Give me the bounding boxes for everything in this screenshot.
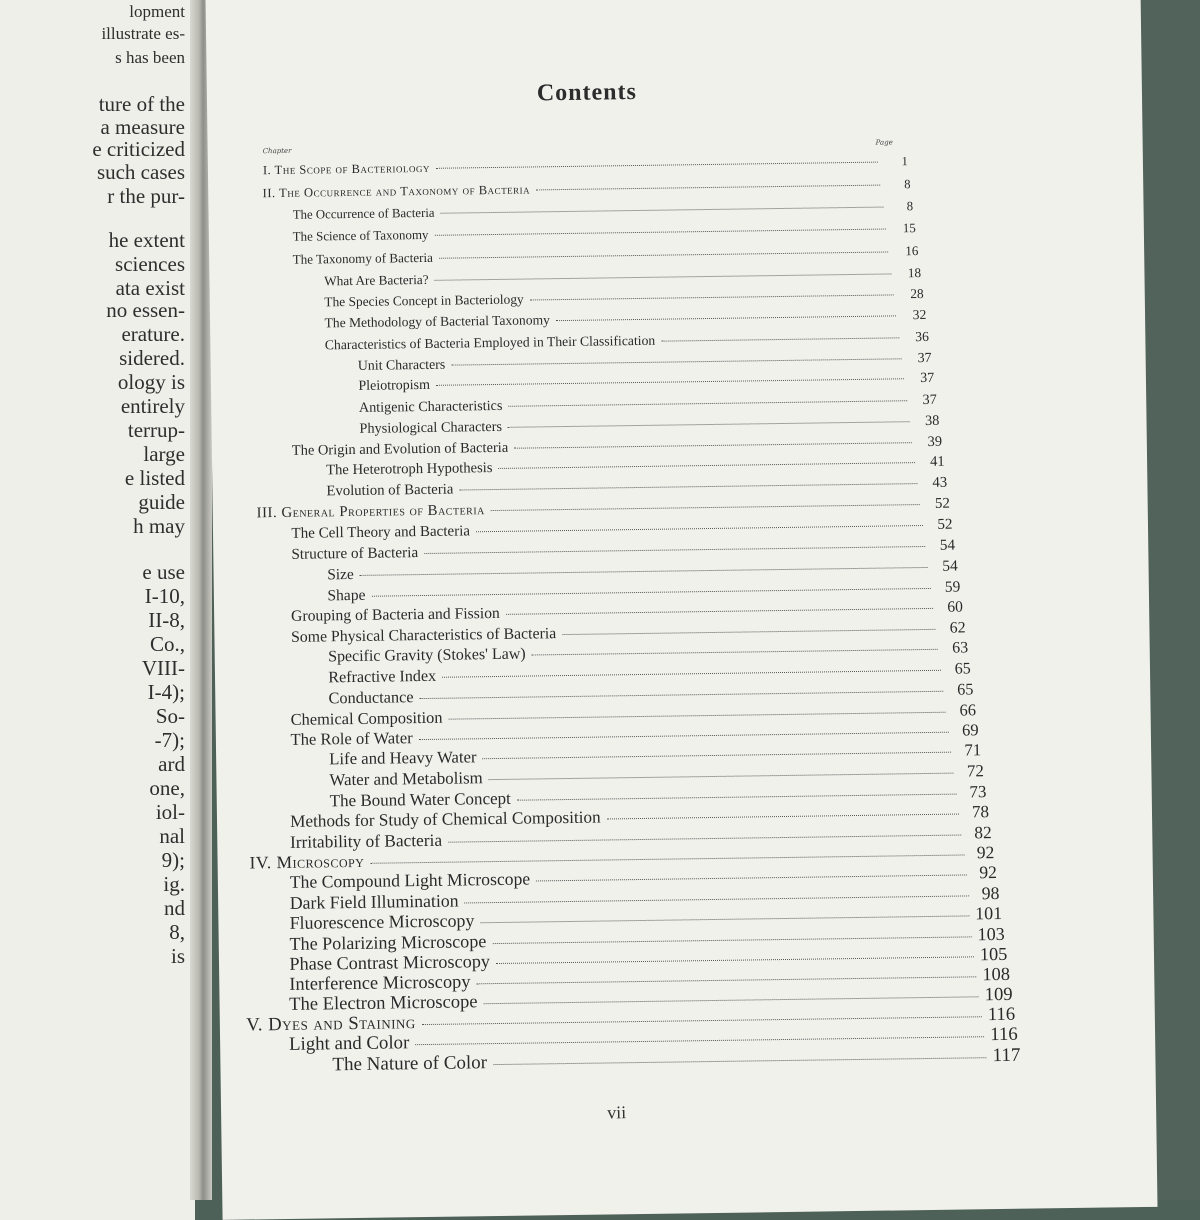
toc-entry-page: 54 [939,536,956,555]
left-page-line: 9); [161,848,185,872]
toc-entry-page: 69 [961,720,979,740]
toc-entry-title: Refractive Index [328,667,437,686]
toc-entry-title: Light and Color [288,1032,410,1055]
toc-entry-page: 59 [944,578,961,596]
dot-leader [508,421,909,428]
toc-entry-page: 37 [922,391,937,408]
dot-leader [508,400,906,407]
dot-leader [434,229,885,236]
chapter-column-header: Chapter [262,146,292,156]
toc-entry-title: Interference Microscopy [289,971,471,995]
toc-entry-page: 39 [927,433,943,450]
toc-entry-title: Grouping of Bacteria and Fission [290,605,500,625]
dot-leader [489,772,954,779]
dot-leader [435,273,891,280]
left-page-line: terrup- [127,418,185,442]
toc-entry-page: 63 [952,639,969,657]
toc-entry-title: Chemical Composition [290,707,443,729]
toc-entry-title: The Methodology of Bacterial Taxonomy [324,312,550,331]
left-page-line: large [143,442,185,466]
left-page-line: no essen- [106,298,185,322]
dot-leader [532,649,938,656]
toc-entry-title: Shape [327,586,366,604]
toc-entry-title: Life and Heavy Water [329,747,477,769]
left-page-line: iol- [155,800,185,824]
dot-leader [436,378,904,386]
left-page-line: guide [138,490,185,514]
toc-entry-page: 41 [929,454,945,471]
toc-entry-page: 32 [912,307,927,323]
left-page-line: ture of the [98,92,185,116]
toc-entry-title: Pleiotropism [358,377,431,394]
toc-entry-title: Antigenic Characteristics [358,397,503,416]
dot-leader [484,996,979,1004]
toc-entry-title: The Heterotroph Hypothesis [326,460,493,479]
left-page-line: erature. [121,322,185,346]
toc-entry-page: 18 [907,264,922,280]
toc-entry-page: 37 [920,370,935,386]
left-page-line: lopment [129,2,185,21]
toc-entry-title: What Are Bacteria? [324,271,429,288]
toc-entry-page: 52 [937,516,953,533]
left-page-line: nal [159,824,185,848]
page-title: Contents [536,78,638,107]
left-page-line: II-8, [148,608,185,632]
toc-entry [292,220,916,245]
toc-entry-title: Size [327,565,354,584]
left-page-line: s has been [115,48,185,67]
left-page-line: a measure [100,115,185,139]
toc-entry-page: 116 [990,1023,1018,1046]
dot-leader [441,207,884,214]
dot-leader [419,691,943,699]
toc-entry [263,155,908,177]
toc-entry-title: Unit Characters [357,356,446,373]
left-page-line: ology is [117,370,185,394]
toc-entry-title: The Role of Water [290,728,413,749]
dot-leader [491,504,920,511]
toc-entry-title: The Origin and Evolution of Bacteria [291,439,509,459]
toc-entry-page: 8 [904,177,911,192]
dot-leader [536,875,967,882]
left-page-line: ata exist [115,276,185,300]
dot-leader [536,185,880,191]
toc-entry-title: Phase Contrast Microscopy [289,951,491,975]
toc-entry-title: III. General Properties of Bacteria [256,502,485,522]
toc-entry-page: 72 [966,760,984,781]
toc-entry-title: Water and Metabolism [329,767,483,790]
toc-entry-page: 38 [924,412,940,429]
dot-leader [661,337,899,341]
toc-entry-title: The Nature of Color [332,1052,488,1076]
dot-leader [370,855,964,864]
dot-leader [415,1036,984,1045]
toc-entry-title: The Taxonomy of Bacteria [292,249,434,267]
dot-leader [442,669,941,677]
toc-entry [358,372,934,394]
toc-entry [326,455,945,478]
toc-entry [293,201,914,222]
left-page-line: I-4); [147,680,185,704]
toc-entry-title: The Species Concept in Bacteriology [324,291,524,310]
toc-entry [291,538,955,562]
toc-entry-title: Fluorescence Microscopy [289,910,475,933]
left-page-line: one, [149,776,185,800]
toc-entry-page: 78 [971,802,990,822]
toc-entry-title: V. Dyes and Staining [246,1011,416,1036]
toc-entry-page: 8 [906,199,914,214]
left-page-line: illustrate es- [101,24,185,43]
left-page-line: e use [142,560,185,584]
toc-entry [325,329,929,351]
toc-entry-title: Characteristics of Bacteria Employed in Their Classification [324,332,656,352]
page-column-header: Page [875,138,893,147]
left-page-line: -7); [154,728,185,752]
toc-entry-title: Dark Field Illumination [289,890,459,913]
toc-entry-page: 109 [984,983,1013,1005]
dot-leader [530,294,894,300]
toc-entry-page: 65 [956,680,974,699]
left-page-line: h may [133,514,185,538]
toc-entry-page: 82 [974,822,992,843]
dot-leader [451,358,901,365]
dot-leader [514,442,912,449]
left-page-line: ig. [163,872,185,896]
toc-entry [292,434,942,458]
toc-entry-page: 105 [979,944,1008,965]
toc-entry-page: 65 [954,660,971,678]
dot-leader [422,1016,982,1025]
toc-entry-title: IV. Microscopy [249,850,365,873]
toc-entry-title: Evolution of Bacteria [326,481,454,500]
left-page-line: sciences [115,252,185,276]
toc-entry-page: 37 [917,349,932,365]
toc-entry-page: 98 [981,882,1000,903]
dot-leader [496,957,974,965]
toc-entry-page: 60 [947,598,964,616]
toc-entry-page: 43 [932,474,948,492]
dot-leader [419,732,949,740]
page-number: vii [606,1102,627,1123]
toc-entry [256,497,950,522]
dot-leader [360,567,928,576]
left-page-line: such cases [96,160,185,184]
toc-entry-page: 62 [949,619,966,637]
contents-page [205,0,1158,1220]
toc-entry [327,558,958,582]
left-page-line: 8, [169,920,185,944]
dot-leader [506,608,933,615]
toc-entry [291,517,952,541]
dot-leader [424,546,925,554]
toc-entry-page: 117 [992,1044,1021,1067]
toc-entry-title: Methods for Study of Chemical Composition [290,807,601,832]
toc-entry-page: 66 [959,699,977,720]
dot-leader [449,711,946,719]
left-page-line: r the pur- [107,184,185,208]
toc-entry [358,351,932,373]
toc-entry-title: Irritability of Bacteria [289,830,443,852]
left-page-line: I-10, [144,584,185,608]
toc-entry-title: The Electron Microscope [289,990,478,1015]
dot-leader [465,895,970,903]
dot-leader [483,752,952,760]
dot-leader [476,977,976,985]
toc-entry-title: Physiological Characters [359,418,503,437]
toc-entry-title: Conductance [328,688,414,708]
dot-leader [459,483,917,490]
toc-entry [324,266,921,288]
dot-leader [476,525,922,532]
toc-entry-page: 103 [977,923,1005,945]
toc-entry [293,244,919,266]
left-page-line: VIII- [141,656,185,680]
toc-entry-title: II. The Occurrence and Taxonomy of Bacteria [262,182,531,201]
toc-entry-page: 1 [901,154,908,169]
toc-entry-page: 116 [987,1003,1016,1025]
toc-entry-page: 36 [915,328,930,344]
left-page-line: entirely [120,394,185,418]
left-page-line: e listed [124,466,185,490]
dot-leader [499,463,915,470]
toc-entry-title: The Science of Taxonomy [292,227,429,245]
dot-leader [556,316,896,322]
toc-entry [324,308,926,330]
toc-entry-title: The Polarizing Microscope [289,931,487,954]
left-page-line: nd [164,896,185,920]
dot-leader [493,1057,987,1065]
toc-entry [262,178,910,200]
toc-entry-page: 28 [910,286,924,302]
toc-entry-title: The Cell Theory and Bacteria [291,522,471,542]
dot-leader [448,834,962,842]
dot-leader [436,162,878,169]
toc-entry-page: 92 [979,862,998,883]
dot-leader [517,794,957,801]
toc-entry-page: 71 [964,740,982,760]
left-page-line: he extent [108,228,185,252]
left-page-line: Co., [149,632,185,656]
toc-entry-page: 73 [969,782,987,802]
toc-entry-title: The Compound Light Microscope [289,868,531,893]
left-page [0,0,195,1220]
toc-entry-title: Some Physical Characteristics of Bacteria [290,624,557,646]
left-page-line: e criticized [92,137,185,161]
toc-entry-title: The Occurrence of Bacteria [292,206,435,223]
left-page-line: ard [158,752,185,776]
left-page-line: is [170,944,185,968]
toc-entry-page: 15 [902,220,916,236]
toc-entry-title: I. The Scope of Bacteriology [262,160,431,178]
dot-leader [492,936,971,944]
toc-entry-page: 92 [976,842,995,863]
toc-entry-title: Specific Gravity (Stokes' Law) [328,645,526,666]
toc-entry-page: 101 [975,902,1003,924]
left-page-line: sidered. [119,346,185,370]
toc-entry-title: Structure of Bacteria [291,544,419,564]
toc-entry [327,579,960,603]
toc-entry [359,413,939,435]
dot-leader [439,252,889,259]
dot-leader [607,814,959,820]
dot-leader [562,628,935,634]
toc-entry-page: 16 [905,243,919,259]
dot-leader [480,915,969,923]
toc-entry [359,393,937,415]
dot-leader [371,587,930,596]
toc-entry-page: 52 [934,495,950,512]
toc-entry-title: The Bound Water Concept [329,788,511,811]
left-page-line: So- [155,704,185,728]
toc-entry [326,476,947,499]
toc-entry-page: 108 [982,964,1011,985]
toc-entry-page: 54 [942,557,958,575]
toc-entry [324,287,923,309]
